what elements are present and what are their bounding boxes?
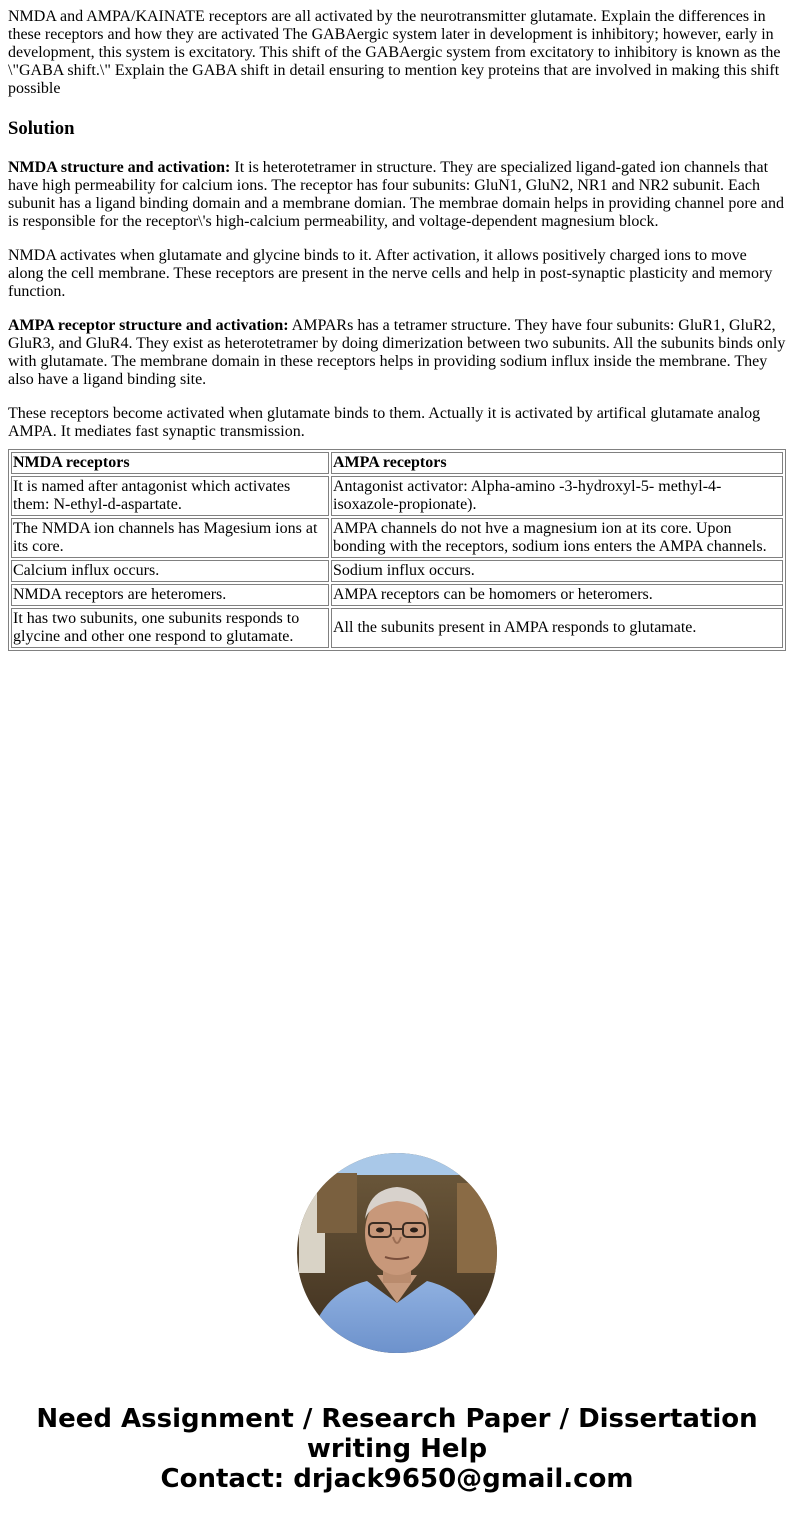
table-cell: It has two subunits, one subunits responds to glycine and other one respond to glutamate.: [11, 608, 329, 648]
table-header-row: [11, 452, 783, 474]
paragraph-nmda-structure: [8, 159, 786, 231]
table-row: [11, 560, 783, 582]
table-row: [11, 476, 783, 516]
cta-contact-email: Contact: drjack9650@gmail.com: [160, 1464, 634, 1494]
paragraph-nmda-activation: [8, 247, 786, 301]
paragraph-ampa-activation: [8, 405, 786, 441]
comparison-table: [8, 449, 786, 651]
table-cell: NMDA receptors are heteromers.: [11, 584, 329, 606]
paragraph-body: These receptors become activated when glutamate binds to them. Actually it is activated by artifical glutamate analog AMPA. It mediates fast synaptic transmission.: [8, 405, 761, 440]
table-row: [11, 608, 783, 648]
solution-heading: Solution: [8, 118, 75, 139]
table-cell: It is named after antagonist which activates them: N-ethyl-d-aspartate.: [11, 476, 329, 516]
table-cell: AMPA receptors can be homomers or heteromers.: [331, 584, 783, 606]
paragraph-body: AMPARs has a tetramer structure. They have four subunits: GluR1, GluR2, GluR3, and GluR4. They exist as heterotetramer by doing dimerization between two subunits. All the subunits binds only with glutamate. The membrane domain in these receptors helps in providing sodium influx inside the membrane. They also have a ligand binding site.: [8, 317, 786, 388]
table-cell: Antagonist activator: Alpha-amino -3-hydroxyl-5- methyl-4-isoxazole-propionate).: [331, 476, 783, 516]
document-body: [8, 8, 786, 651]
table-cell: AMPA channels do not hve a magnesium ion at its core. Upon bonding with the receptors, sodium ions enters the AMPA channels.: [331, 518, 783, 558]
contact-banner: [0, 1404, 794, 1494]
cta-line-2: writing Help: [306, 1434, 488, 1464]
person-photo-icon: [297, 1153, 497, 1353]
table-header-ampa: AMPA receptors: [331, 452, 783, 474]
paragraph-body: NMDA activates when glutamate and glycine binds to it. After activation, it allows positively charged ions to move along the cell membrane. These receptors are present in the nerve cells and help in post-synaptic plasticity and memory function.: [8, 247, 773, 300]
avatar: [297, 1153, 497, 1353]
table-cell: All the subunits present in AMPA responds to glutamate.: [331, 608, 783, 648]
paragraph-lead: NMDA structure and activation:: [8, 159, 231, 176]
paragraph-ampa-structure: [8, 317, 786, 389]
table-header-nmda: NMDA receptors: [11, 452, 329, 474]
table-cell: The NMDA ion channels has Magesium ions at its core.: [11, 518, 329, 558]
cta-line-1: Need Assignment / Research Paper / Dissertation: [36, 1404, 758, 1434]
table-row: [11, 584, 783, 606]
table-row: [11, 518, 783, 558]
question-text: NMDA and AMPA/KAINATE receptors are all activated by the neurotransmitter glutamate. Explain the differences in these receptors and how they are activated The GABAergic system later in development is inhibitory; however, early in development, this system is excitatory. This shift of the GABAergic system from excitatory to inhibitory is known as the \"GABA shift.\" Explain the GABA shift in detail ensuring to mention key proteins that are involved in making this shift possible: [8, 8, 781, 97]
paragraph-lead: AMPA receptor structure and activation:: [8, 317, 289, 334]
paragraph-body: It is heterotetramer in structure. They are specialized ligand-gated ion channels that have high permeability for calcium ions. The receptor has four subunits: GluN1, GluN2, NR1 and NR2 subunit. Each subunit has a ligand binding domain and a membrane domian. The membrae domain helps in providing channel pore and is responsible for the receptor\'s high-calcium permeability, and voltage-dependent magnesium block.: [8, 159, 784, 230]
table-cell: Sodium influx occurs.: [331, 560, 783, 582]
table-cell: Calcium influx occurs.: [11, 560, 329, 582]
